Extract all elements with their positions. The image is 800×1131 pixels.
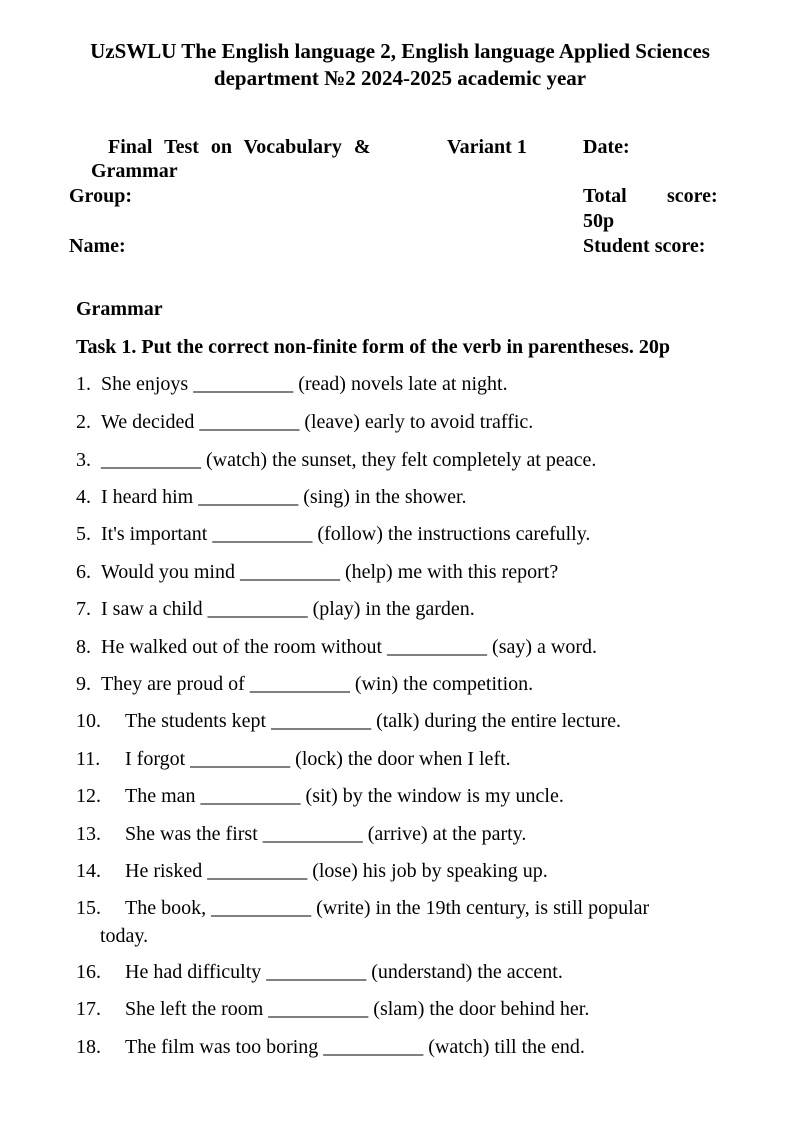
item-number: 3.	[76, 449, 91, 471]
item-number: 12.	[76, 785, 101, 807]
list-item	[76, 785, 564, 808]
item-text: She was the first __________ (arrive) at the party.	[125, 823, 527, 845]
item-text: I forgot __________ (lock) the door when I left.	[125, 748, 511, 770]
test-title-line-1: Final Test on Vocabulary &	[108, 136, 371, 158]
item-number: 16.	[76, 961, 101, 983]
item-text: He walked out of the room without __________ (say) a word.	[101, 636, 598, 658]
item-number: 17.	[76, 998, 101, 1020]
item-text: She left the room __________ (slam) the door behind her.	[125, 998, 590, 1020]
item-text: They are proud of __________ (win) the competition.	[101, 673, 534, 695]
list-item	[76, 860, 548, 883]
item-text: We decided __________ (leave) early to avoid traffic.	[101, 411, 534, 433]
item-number: 13.	[76, 823, 101, 845]
item-text: The book, __________ (write) in the 19th century, is still popular	[125, 897, 650, 919]
item-number: 1.	[76, 373, 91, 395]
item-number: 11.	[76, 748, 101, 770]
list-item	[76, 998, 589, 1021]
item-number: 18.	[76, 1036, 101, 1058]
list-item	[76, 411, 533, 434]
name-label: Name:	[69, 235, 126, 257]
list-item	[76, 486, 467, 509]
item-number: 15.	[76, 897, 101, 919]
item-number: 8.	[76, 636, 91, 658]
item-number: 10.	[76, 710, 101, 732]
item-text: He had difficulty __________ (understand) the accent.	[125, 961, 563, 983]
list-item	[76, 598, 475, 621]
date-label: Date:	[583, 136, 630, 158]
total-score-label-word-2: score:	[667, 185, 718, 207]
list-item	[76, 748, 511, 771]
total-score-label-word-1: Total	[583, 185, 627, 207]
item-text: Would you mind __________ (help) me with this report?	[101, 561, 559, 583]
list-item	[76, 1036, 585, 1059]
item-number: 14.	[76, 860, 101, 882]
list-item	[76, 561, 558, 584]
item-text: I saw a child __________ (play) in the garden.	[101, 598, 475, 620]
item-text: It's important __________ (follow) the instructions carefully.	[101, 523, 591, 545]
list-item	[76, 373, 508, 396]
list-item	[76, 710, 621, 733]
list-item	[76, 897, 649, 920]
item-text: __________ (watch) the sunset, they felt completely at peace.	[101, 449, 597, 471]
item-number: 9.	[76, 673, 91, 695]
item-number: 5.	[76, 523, 91, 545]
variant-label: Variant 1	[447, 136, 527, 158]
document-title-line-1: UzSWLU The English language 2, English language Applied Sciences	[90, 39, 710, 63]
list-item	[76, 673, 533, 696]
task-title: Task 1. Put the correct non-finite form of the verb in parentheses. 20p	[76, 336, 671, 358]
item-number: 7.	[76, 598, 91, 620]
item-text: He risked __________ (lose) his job by speaking up.	[125, 860, 548, 882]
list-item	[76, 961, 563, 984]
item-number: 2.	[76, 411, 91, 433]
item-text: The man __________ (sit) by the window is my uncle.	[125, 785, 564, 807]
document-title-line-2: department №2 2024-2025 academic year	[213, 66, 587, 90]
group-label: Group:	[69, 185, 132, 207]
list-item	[76, 636, 597, 659]
test-title-line-2: Grammar	[91, 160, 178, 182]
list-item	[76, 449, 596, 472]
item-number: 4.	[76, 486, 91, 508]
list-item	[76, 523, 590, 546]
student-score-label: Student score:	[583, 235, 706, 257]
item-text: The film was too boring __________ (watch) till the end.	[125, 1036, 585, 1058]
list-item	[76, 823, 526, 846]
item-number: 6.	[76, 561, 91, 583]
section-title: Grammar	[76, 298, 163, 320]
item-text: I heard him __________ (sing) in the shower.	[101, 486, 467, 508]
total-score-value: 50p	[583, 210, 615, 232]
item-text: The students kept __________ (talk) during the entire lecture.	[125, 710, 621, 732]
item-text: She enjoys __________ (read) novels late at night.	[101, 373, 508, 395]
list-item-continuation: today.	[100, 925, 149, 947]
